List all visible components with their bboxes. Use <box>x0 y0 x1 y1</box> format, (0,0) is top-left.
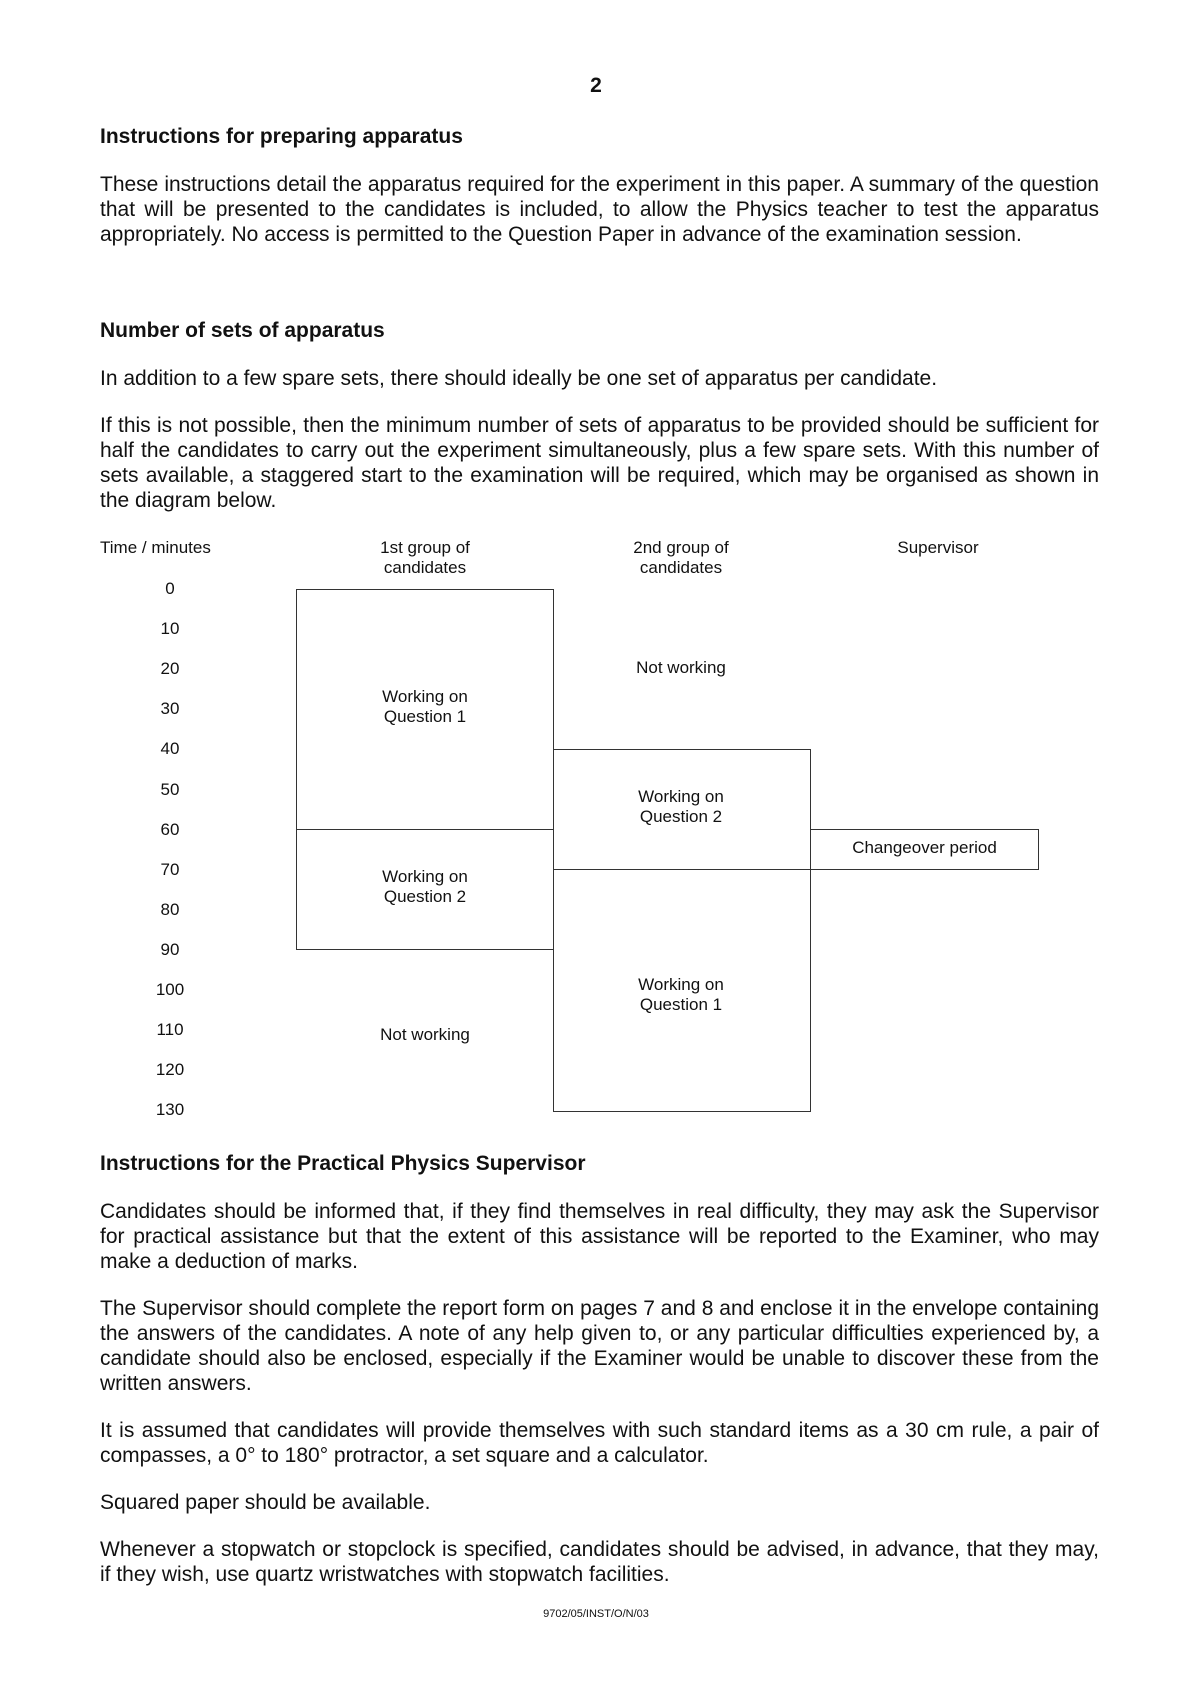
document-code-footer: 9702/05/INST/O/N/03 <box>543 1608 649 1620</box>
time-tick-label: 80 <box>160 899 180 919</box>
time-tick-label: 30 <box>160 699 180 719</box>
paragraph-preparing-apparatus: These instructions detail the apparatus required for the experiment in this paper. A summary of the question that will be presented to the candidates is included, to allow the Physics teacher to test the apparatus appropriately. No access is permitted to the Question Paper in advance of the examination session. <box>100 173 1099 246</box>
group1-divider <box>296 829 554 830</box>
paragraph-supervisor-2: The Supervisor should complete the report form on pages 7 and 8 and enclose it in the envelope containing the answers of the candidates. A note of any help given to, or any particular difficulties experienced by, a candidate should also be enclosed, especially if the Examiner would be unable to discover these from the written answers. <box>100 1297 1099 1395</box>
changeover-period-box <box>810 829 1039 870</box>
column-label-supervisor: Supervisor <box>897 538 979 557</box>
time-tick-label: 50 <box>160 779 180 799</box>
heading-preparing-apparatus: Instructions for preparing apparatus <box>100 125 463 148</box>
time-tick-label: 90 <box>160 939 180 959</box>
column-label-group2: 2nd group of candidates <box>633 538 729 577</box>
time-tick-label: 10 <box>160 619 180 639</box>
paragraph-supervisor-3: It is assumed that candidates will provide themselves with such standard items as a 30 cm rule, a pair of compasses, a 0° to 180° protractor, a set square and a calculator. <box>100 1419 1099 1467</box>
heading-supervisor-instructions: Instructions for the Practical Physics Supervisor <box>100 1152 586 1175</box>
time-tick-label: 120 <box>155 1060 185 1080</box>
time-tick-label: 0 <box>165 579 175 598</box>
time-tick-label: 20 <box>160 659 180 679</box>
time-tick-label: 110 <box>156 1020 184 1040</box>
paragraph-sets-1: In addition to a few spare sets, there should ideally be one set of apparatus per candidate. <box>100 367 938 390</box>
column-label-group1: 1st group of candidates <box>380 538 470 577</box>
time-tick-label: 100 <box>155 980 185 999</box>
group1-question1-label: Working on Question 1 <box>382 687 468 726</box>
group2-divider <box>553 869 811 870</box>
heading-number-of-sets: Number of sets of apparatus <box>100 319 385 342</box>
time-tick-label: 130 <box>155 1100 185 1120</box>
changeover-period-label: Changeover period <box>852 838 997 857</box>
group1-question2-label: Working on Question 2 <box>382 867 468 906</box>
group2-not-working-label: Not working <box>636 658 726 677</box>
column-label-time: Time / minutes <box>100 538 211 557</box>
paragraph-supervisor-5: Whenever a stopwatch or stopclock is specified, candidates should be advised, in advance, that they may, if they wish, use quartz wristwatches with stopwatch facilities. <box>100 1538 1099 1586</box>
time-tick-label: 60 <box>160 819 180 839</box>
paragraph-supervisor-1: Candidates should be informed that, if they find themselves in real difficulty, they may ask the Supervisor for practical assistance but that the extent of this assistance will be reported to the Examiner, who may make a deduction of marks. <box>100 1200 1099 1273</box>
group1-working-block <box>296 589 554 950</box>
paragraph-supervisor-4: Squared paper should be available. <box>100 1491 431 1514</box>
page-number: 2 <box>590 74 602 97</box>
time-tick-label: 70 <box>160 859 180 879</box>
paragraph-sets-2: If this is not possible, then the minimum number of sets of apparatus to be provided should be sufficient for half the candidates to carry out the experiment simultaneously, plus a few spare sets. With this number of sets available, a staggered start to the examination will be required, which may be organised as shown in the diagram below. <box>100 414 1099 512</box>
group1-not-working-label: Not working <box>380 1025 470 1044</box>
time-tick-label: 40 <box>160 739 180 759</box>
group2-question2-label: Working on Question 2 <box>638 787 724 826</box>
group2-question1-label: Working on Question 1 <box>638 975 724 1014</box>
group2-working-block <box>553 749 811 1112</box>
